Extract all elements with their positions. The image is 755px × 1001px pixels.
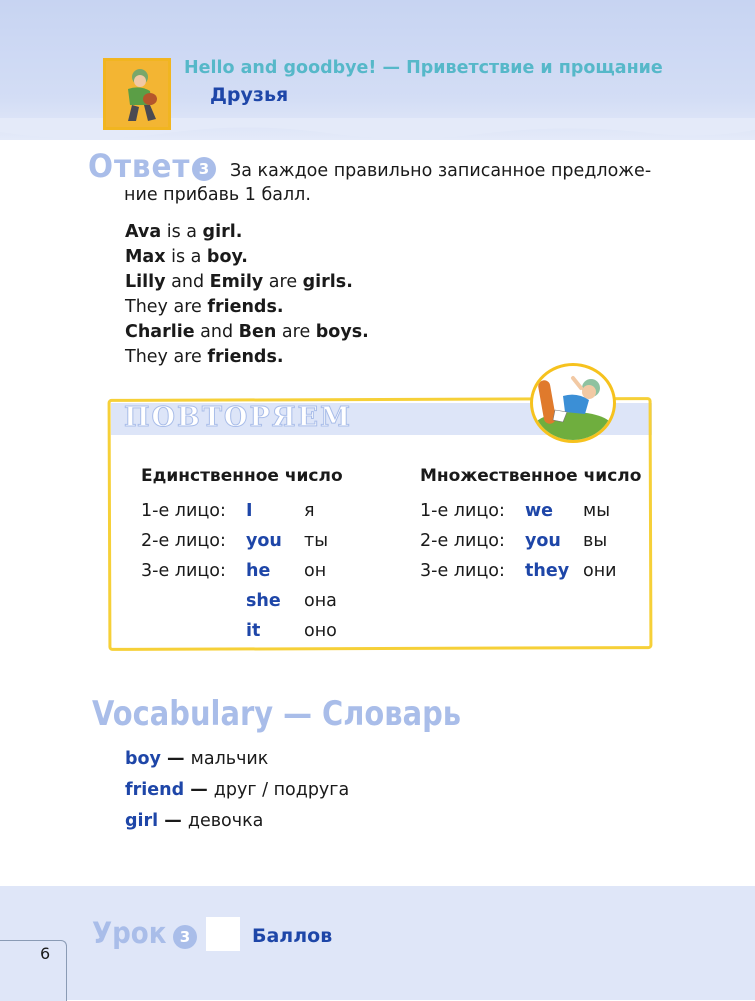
sentence-line	[125, 345, 369, 370]
person-label: 2-е лицо:	[420, 531, 505, 551]
lesson-title: Hello and goodbye! — Приветствие и прощание	[184, 58, 663, 78]
sentence-line	[125, 220, 369, 245]
vocabulary-item	[125, 777, 349, 808]
english-pronoun: you	[246, 531, 282, 551]
sentence-segment: They are	[125, 297, 208, 317]
sentence-line	[125, 320, 369, 345]
answer-instruction: За каждое правильно записанное предложе-	[230, 161, 652, 181]
sentence-segment: Charlie	[125, 322, 195, 342]
vocabulary-heading: Vocabulary — Словарь	[92, 694, 462, 734]
sentence-segment: Emily	[209, 272, 264, 292]
sentence-segment: are	[276, 322, 316, 342]
vocabulary-english: boy	[125, 749, 161, 769]
sentence-segment: and	[194, 322, 239, 342]
sentence-line	[125, 270, 369, 295]
english-pronoun: she	[246, 591, 281, 611]
sentence-line	[125, 245, 369, 270]
singular-heading: Единственное число	[141, 466, 343, 486]
lesson-subtitle: Друзья	[210, 84, 289, 106]
russian-pronoun: мы	[583, 501, 611, 521]
vocabulary-list	[125, 746, 349, 839]
sentence-segment: girl.	[202, 222, 243, 242]
lesson-label: Урок	[92, 916, 167, 950]
english-pronoun: he	[246, 561, 271, 581]
page-number-tab	[0, 940, 67, 1001]
vocabulary-russian: друг / подруга	[213, 780, 350, 800]
sentence-segment: is a	[161, 222, 203, 242]
page-number: 6	[40, 944, 51, 963]
sentence-segment: girls.	[302, 272, 353, 292]
sentence-segment: Max	[125, 247, 166, 267]
sentence-segment: is a	[165, 247, 207, 267]
repeat-heading: ПОВТОРЯЕМ	[124, 402, 353, 433]
vocabulary-english: friend	[125, 780, 185, 800]
person-label: 3-е лицо:	[420, 561, 505, 581]
sentence-segment: boys.	[315, 322, 369, 342]
vocabulary-russian: мальчик	[190, 749, 269, 769]
sentence-segment: friends.	[207, 297, 284, 317]
score-input-box[interactable]	[206, 917, 240, 951]
english-pronoun: we	[525, 501, 554, 521]
person-label: 3-е лицо:	[141, 561, 226, 581]
vocabulary-item	[125, 808, 349, 839]
russian-pronoun: ты	[304, 531, 329, 551]
english-pronoun: I	[246, 501, 253, 521]
answer-sentences	[125, 220, 369, 370]
vocabulary-english: girl	[125, 811, 159, 831]
answer-number-badge: 3	[192, 157, 216, 181]
skater-illustration	[530, 363, 616, 443]
answer-heading: Ответ	[88, 147, 191, 185]
sentence-segment: and	[165, 272, 210, 292]
english-pronoun: it	[246, 621, 261, 641]
lesson-illustration	[103, 58, 171, 130]
sentence-segment: are	[263, 272, 303, 292]
vocabulary-russian: девочка	[187, 811, 264, 831]
sentence-segment: Ben	[238, 322, 277, 342]
vocabulary-item	[125, 746, 349, 777]
person-label: 1-е лицо:	[420, 501, 505, 521]
russian-pronoun: я	[304, 501, 315, 521]
sentence-segment: They are	[125, 347, 208, 367]
vocabulary-dash: —	[158, 811, 188, 831]
russian-pronoun: они	[583, 561, 617, 581]
russian-pronoun: он	[304, 561, 327, 581]
person-label: 1-е лицо:	[141, 501, 226, 521]
plural-heading: Множественное число	[420, 466, 642, 486]
english-pronoun: you	[525, 531, 561, 551]
sentence-segment: friends.	[207, 347, 284, 367]
answer-instruction-continued: ние прибавь 1 балл.	[124, 185, 311, 205]
person-label: 2-е лицо:	[141, 531, 226, 551]
sentence-line	[125, 295, 369, 320]
russian-pronoun: вы	[583, 531, 608, 551]
lesson-number-badge: 3	[173, 925, 197, 949]
sentence-segment: boy.	[206, 247, 248, 267]
vocabulary-dash: —	[184, 780, 214, 800]
sentence-segment: Ava	[125, 222, 162, 242]
sentence-segment: Lilly	[125, 272, 166, 292]
vocabulary-dash: —	[160, 749, 191, 769]
russian-pronoun: оно	[304, 621, 337, 641]
score-label: Баллов	[252, 925, 333, 947]
russian-pronoun: она	[304, 591, 337, 611]
english-pronoun: they	[525, 561, 570, 581]
